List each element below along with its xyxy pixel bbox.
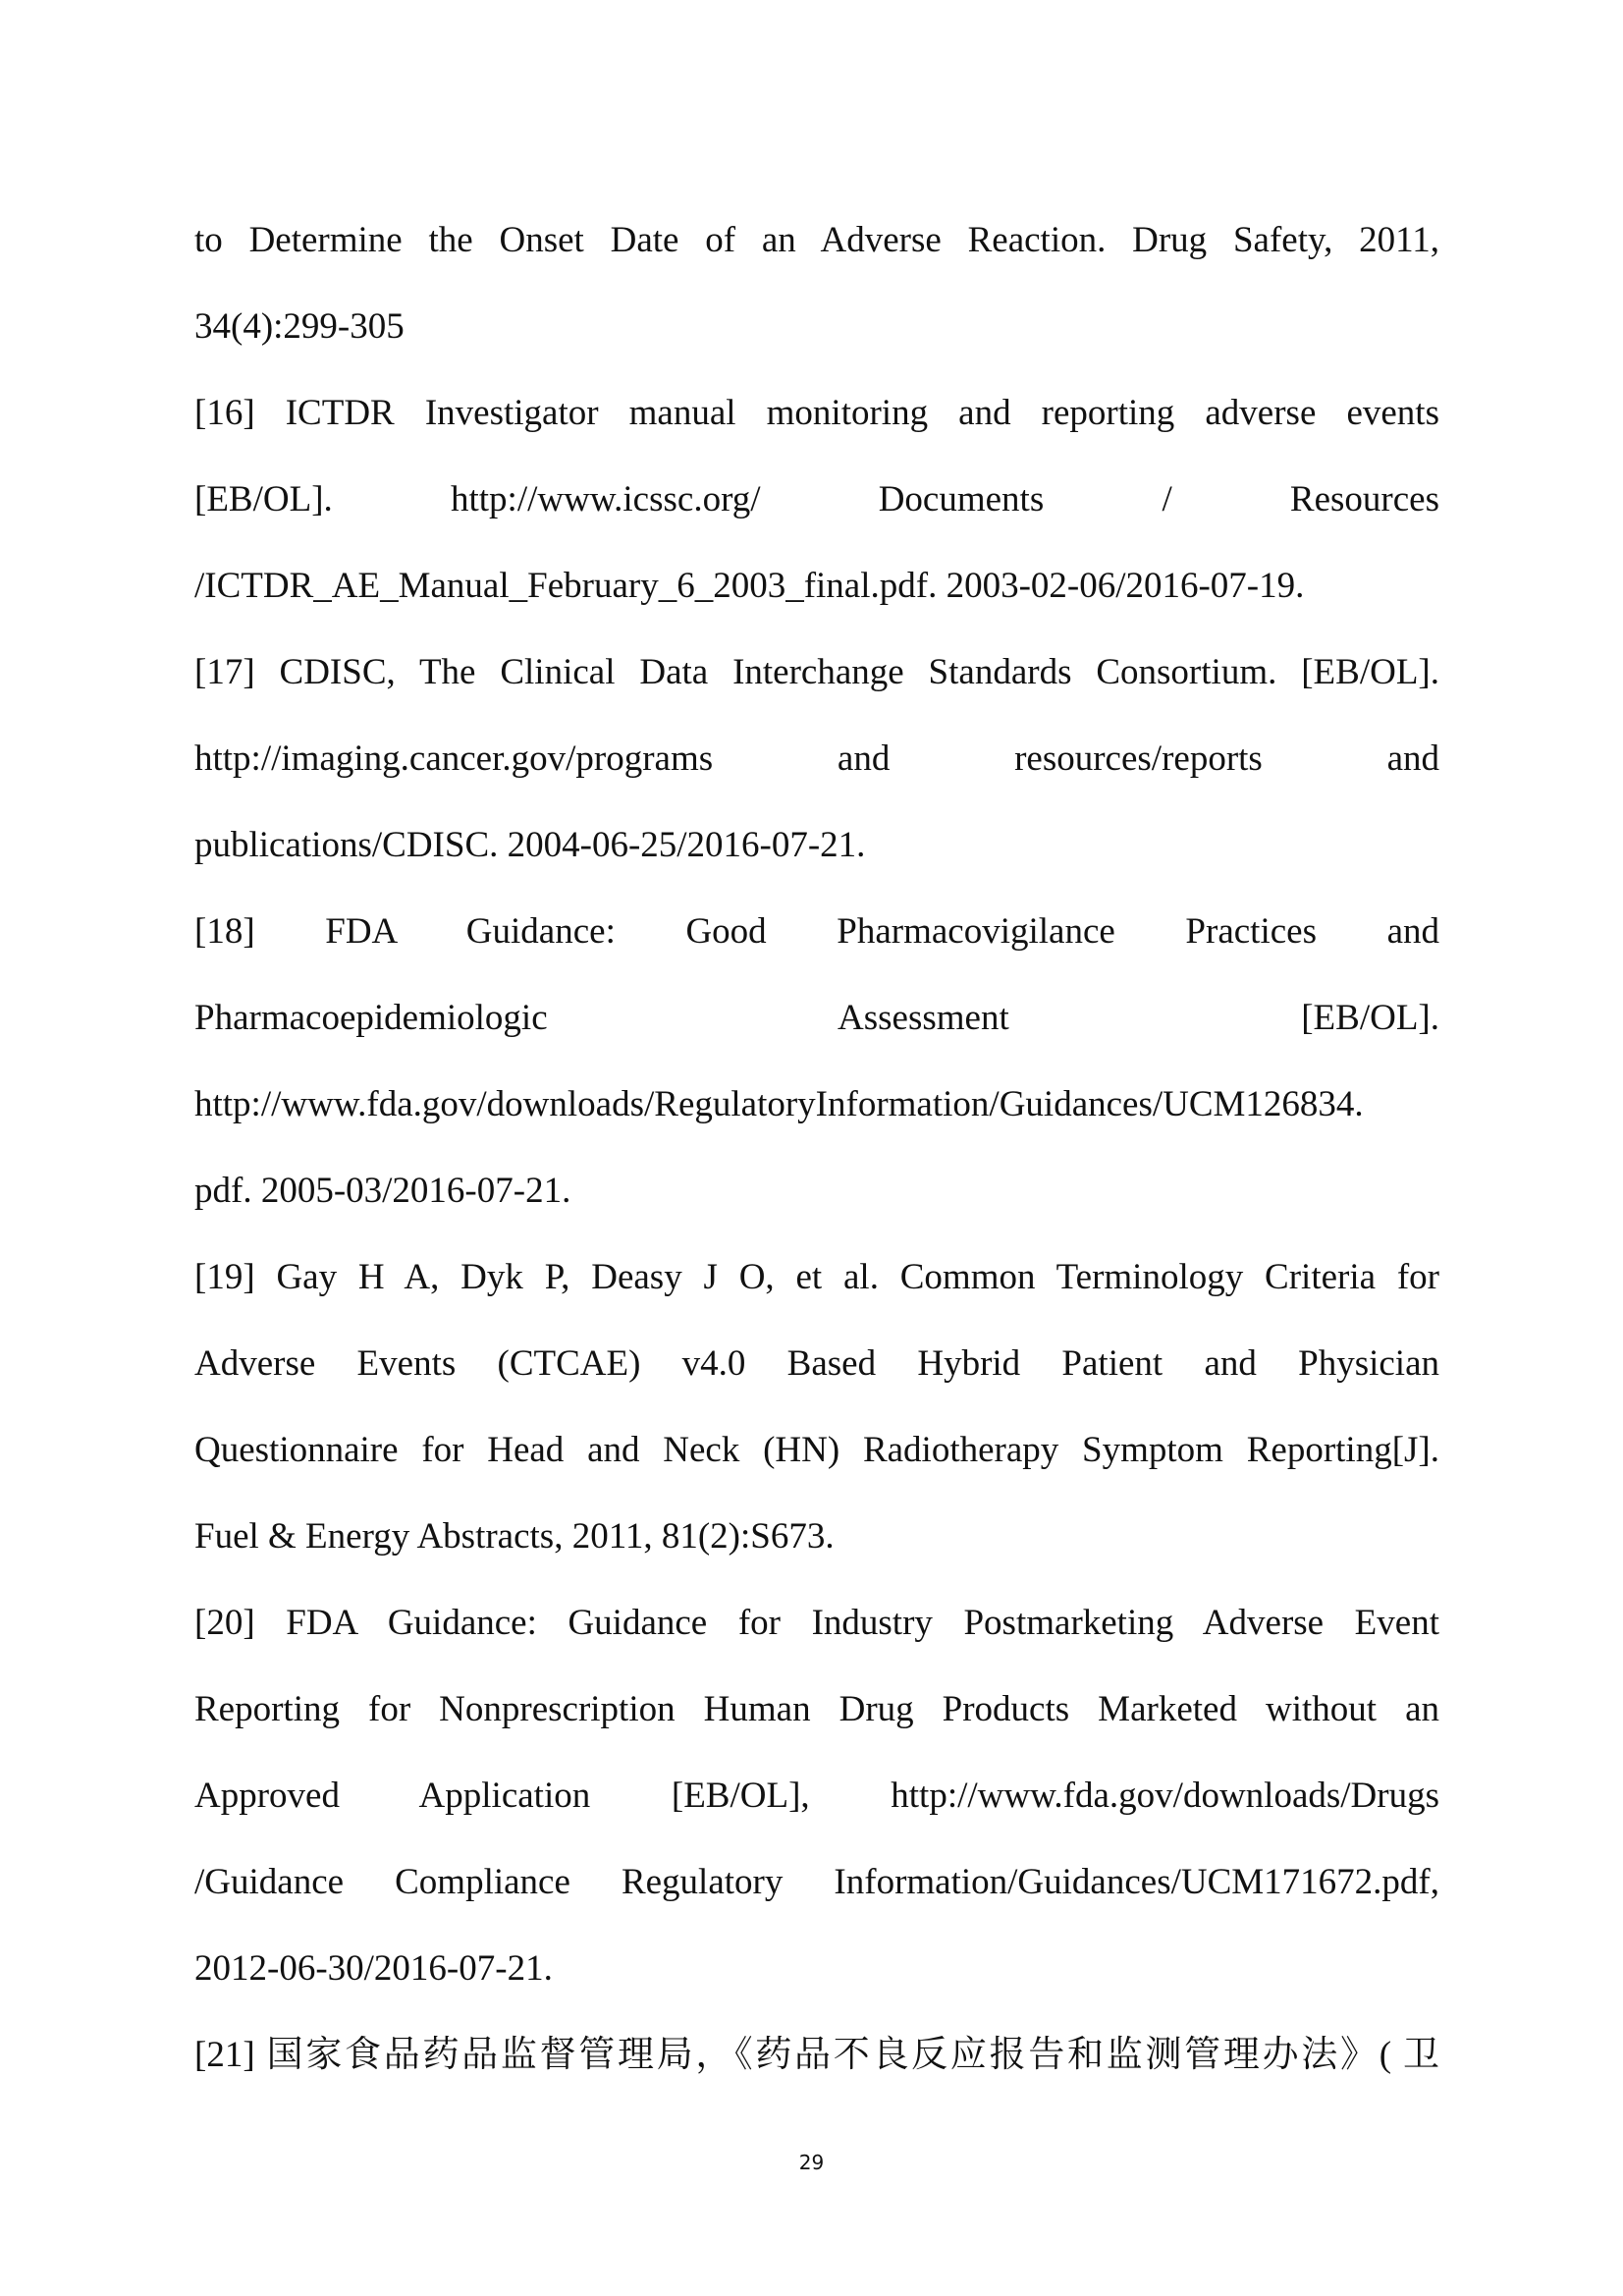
reference-line: [20] FDA Guidance: Guidance for Industry Postmarketing Adverse Event: [194, 1603, 1439, 1643]
reference-line: Pharmacoepidemiologic Assessment [EB/OL].: [194, 998, 1439, 1038]
page-number: 29: [798, 2151, 825, 2174]
reference-line: Fuel & Energy Abstracts, 2011, 81(2):S673.: [194, 1516, 835, 1557]
reference-line: [21] 国家食品药品监督管理局，《药品不良反应报告和监测管理办法》( 卫: [194, 2035, 1439, 2075]
reference-line: 2012-06-30/2016-07-21.: [194, 1948, 553, 1989]
reference-line: to Determine the Onset Date of an Adverse Reaction. Drug Safety, 2011,: [194, 220, 1439, 260]
reference-line: Adverse Events (CTCAE) v4.0 Based Hybrid Patient and Physician: [194, 1343, 1439, 1384]
reference-line: [17] CDISC, The Clinical Data Interchange Standards Consortium. [EB/OL].: [194, 652, 1439, 692]
reference-line: Approved Application [EB/OL], http://www.fda.gov/downloads/Drugs: [194, 1776, 1439, 1816]
reference-line: http://www.fda.gov/downloads/RegulatoryInformation/Guidances/UCM126834.: [194, 1084, 1364, 1124]
reference-line: [EB/OL]. http://www.icssc.org/ Documents / Resources: [194, 479, 1439, 519]
reference-line: [18] FDA Guidance: Good Pharmacovigilance Practices and: [194, 911, 1439, 952]
reference-line: [16] ICTDR Investigator manual monitoring and reporting adverse events: [194, 393, 1439, 433]
reference-line: http://imaging.cancer.gov/programs and resources/reports and: [194, 738, 1439, 779]
reference-line: /ICTDR_AE_Manual_February_6_2003_final.pdf. 2003-02-06/2016-07-19.: [194, 566, 1305, 606]
reference-line: 34(4):299-305: [194, 306, 405, 347]
reference-line: pdf. 2005-03/2016-07-21.: [194, 1171, 571, 1211]
reference-line: Questionnaire for Head and Neck (HN) Radiotherapy Symptom Reporting[J].: [194, 1430, 1439, 1470]
reference-line: publications/CDISC. 2004-06-25/2016-07-21.: [194, 825, 866, 865]
reference-line: /Guidance Compliance Regulatory Information/Guidances/UCM171672.pdf,: [194, 1862, 1439, 1902]
reference-line: [19] Gay H A, Dyk P, Deasy J O, et al. Common Terminology Criteria for: [194, 1257, 1439, 1297]
reference-line: Reporting for Nonprescription Human Drug Products Marketed without an: [194, 1689, 1439, 1729]
